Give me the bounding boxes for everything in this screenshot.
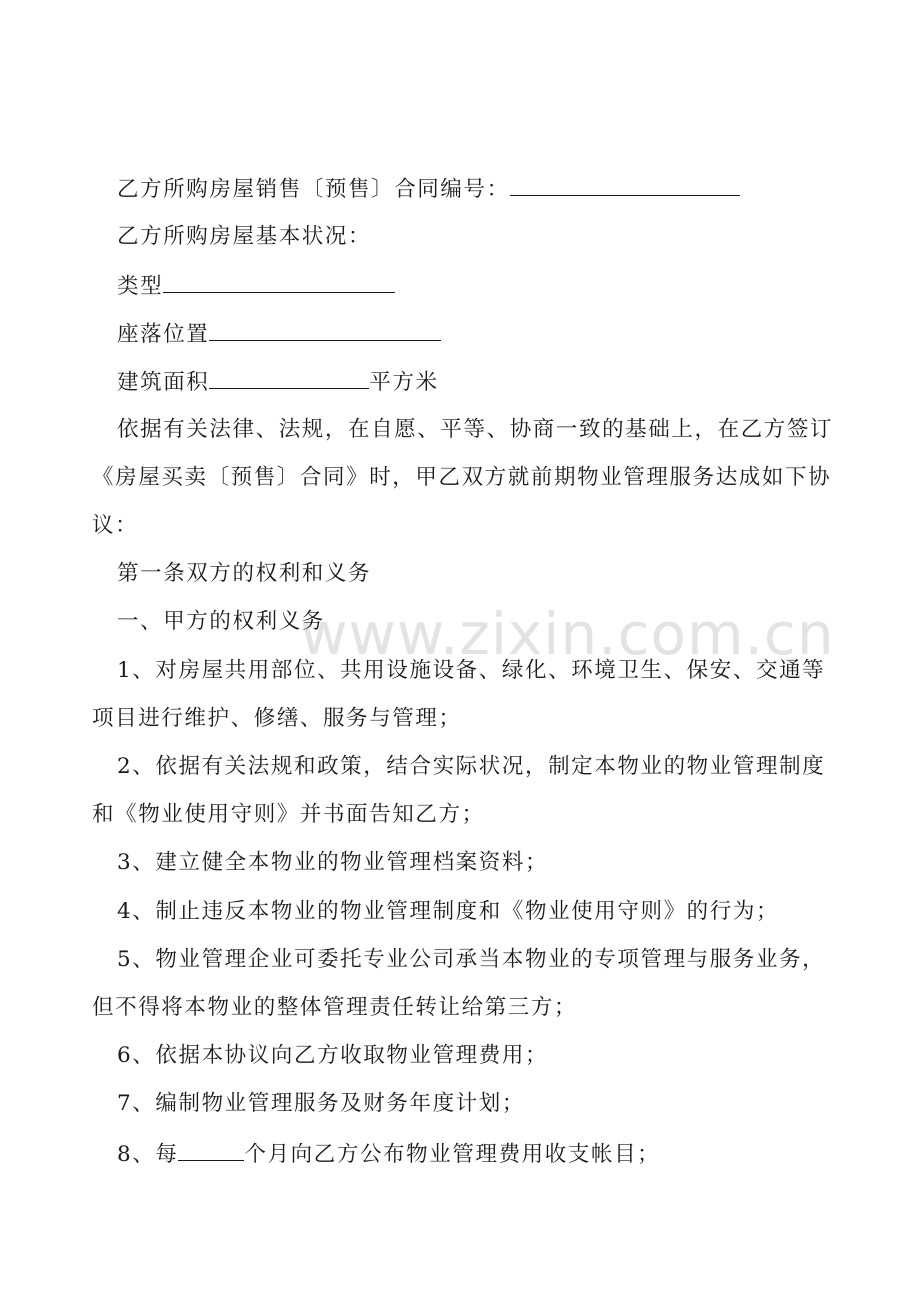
item-3-text: 3、建立健全本物业的物业管理档案资料； <box>117 850 549 875</box>
contract-number-label: 乙方所购房屋销售〔预售〕合同编号： <box>117 177 510 202</box>
item-6-line <box>0 1041 920 1071</box>
item-1-text-2: 项目进行维护、修缮、服务与管理； <box>92 706 462 731</box>
area-label: 建筑面积 <box>117 370 210 395</box>
article-heading <box>0 559 920 589</box>
preamble-text-1: 依据有关法律、法规，在自愿、平等、协商一致的基础上，在乙方签订 <box>117 417 834 442</box>
item-3-line <box>0 848 920 878</box>
watermark: www.zixin.com.cn <box>300 600 835 668</box>
item-8-text-post: 个月向乙方公布物业管理费用收支帐目； <box>244 1142 661 1167</box>
area-unit: 平方米 <box>369 370 439 395</box>
area-line <box>0 366 920 398</box>
preamble-line-1 <box>0 415 920 445</box>
item-1-line-1 <box>0 656 920 686</box>
item-5-line-1 <box>0 945 920 975</box>
item-8-text-pre: 8、每 <box>117 1142 179 1167</box>
preamble-text-2: 《房屋买卖〔预售〕合同》时，甲乙双方就前期物业管理服务达成如下协 <box>92 465 832 490</box>
item-2-text-1: 2、依据有关法规和政策，结合实际状况，制定本物业的物业管理制度 <box>117 754 826 779</box>
item-5-text-2: 但不得将本物业的整体管理责任转让给第三方； <box>92 995 578 1020</box>
article-1-title: 第一条双方的权利和义务 <box>117 561 372 586</box>
house-status-text: 乙方所购房屋基本状况： <box>117 224 372 249</box>
item-2-text-2: 和《物业使用守则》并书面告知乙方； <box>92 802 485 827</box>
item-7-text: 7、编制物业管理服务及财务年度计划； <box>117 1091 525 1116</box>
item-2-line-2 <box>0 800 920 830</box>
type-line <box>0 270 920 302</box>
house-status-heading <box>0 222 920 252</box>
item-7-line <box>0 1089 920 1119</box>
location-label: 座落位置 <box>117 322 210 347</box>
contract-number-line <box>0 173 920 205</box>
item-8-blank <box>178 1138 244 1161</box>
item-5-text-1: 5、物业管理企业可委托专业公司承当本物业的专项管理与服务业务， <box>117 947 826 972</box>
item-8-line <box>0 1138 920 1170</box>
item-2-line-1 <box>0 752 920 782</box>
type-blank <box>163 270 395 293</box>
contract-number-blank <box>510 173 740 196</box>
type-label: 类型 <box>117 274 164 299</box>
item-4-line <box>0 897 920 927</box>
item-6-text: 6、依据本协议向乙方收取物业管理费用； <box>117 1043 549 1068</box>
section-1-title: 一、甲方的权利义务 <box>117 609 325 634</box>
area-blank <box>209 366 369 389</box>
item-4-text: 4、制止违反本物业的物业管理制度和《物业使用守则》的行为； <box>117 899 780 924</box>
location-line <box>0 318 920 350</box>
preamble-text-3: 议： <box>92 513 139 538</box>
item-1-line-2 <box>0 704 920 734</box>
preamble-line-2 <box>0 463 920 493</box>
item-5-line-2 <box>0 993 920 1023</box>
item-1-text-1: 1、对房屋共用部位、共用设施设备、绿化、环境卫生、保安、交通等 <box>117 658 826 683</box>
section-heading <box>0 607 920 637</box>
location-blank <box>209 318 441 341</box>
preamble-line-3 <box>0 511 920 541</box>
